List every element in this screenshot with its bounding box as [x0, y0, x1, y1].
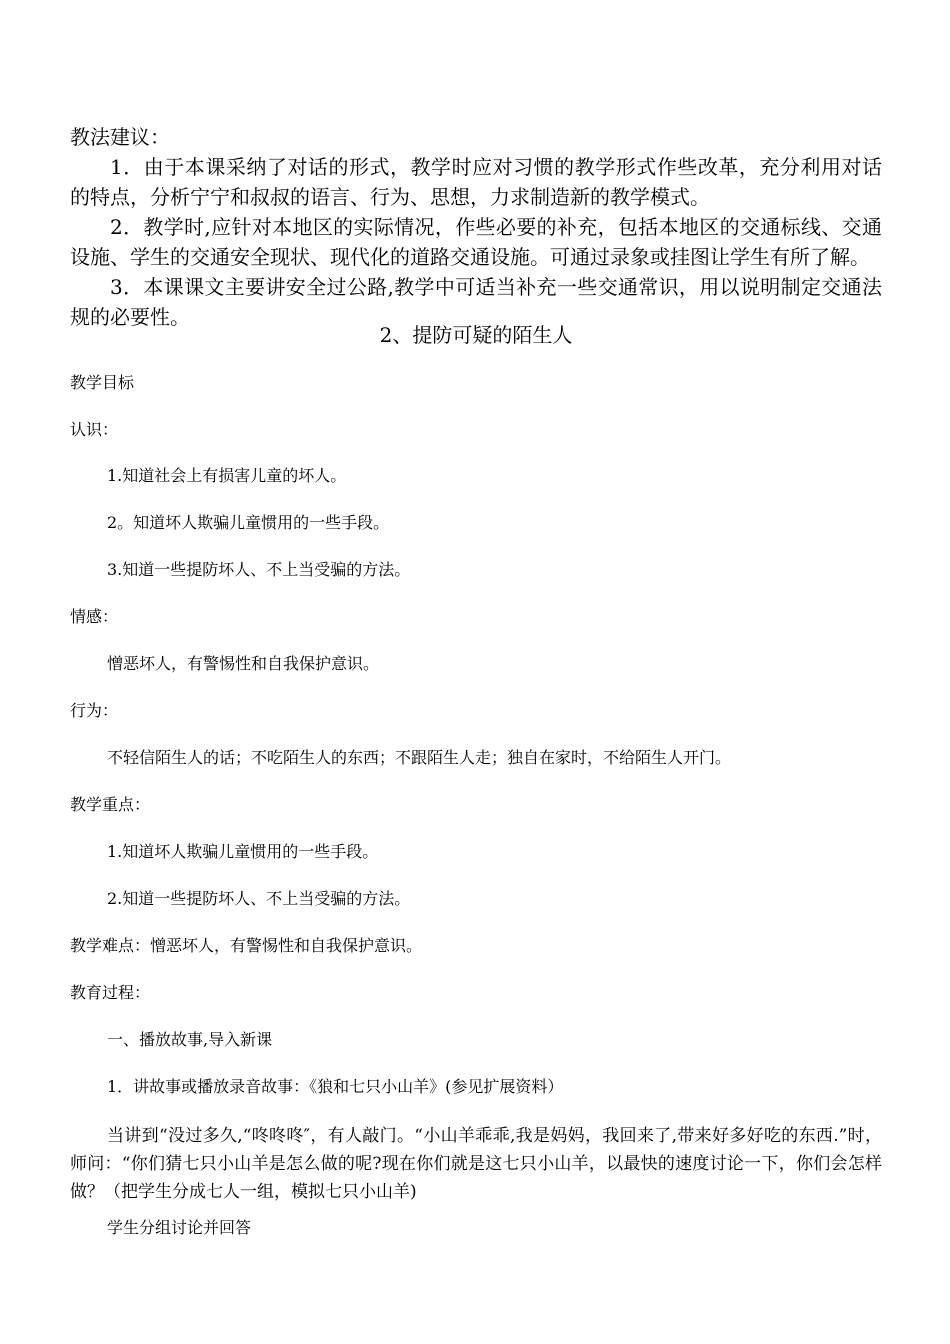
key-point-1: 1.知道坏人欺骗儿童惯用的一些手段。: [107, 842, 379, 861]
emotion-heading: 情感：: [70, 607, 119, 626]
process-step-1: 一、播放故事,导入新课: [107, 1030, 273, 1049]
behavior-heading: 行为：: [70, 701, 119, 720]
key-point-2: 2.知道一些提防坏人、不上当受骗的方法。: [107, 889, 411, 908]
story-paragraph: 当讲到“没过多久,“咚咚咚″，有人敲门。“小山羊乖乖,我是妈妈，我回来了,带来好多好吃的东西.”时，师问：“你们猜七只小山羊是怎么做的呢?现在你们就是这七只小山羊，以最快的速度讨论一下，你们会怎样做？（把学生分成七人一组，模拟七只小山羊): [70, 1126, 882, 1202]
group-discussion-text: 学生分组讨论并回答: [107, 1218, 252, 1237]
teaching-method-section: [70, 122, 882, 332]
cognition-item-3: 3.知道一些提防坏人、不上当受骗的方法。: [107, 560, 411, 579]
behavior-text: 不轻信陌生人的话；不吃陌生人的东西；不跟陌生人走；独自在家时，不给陌生人开门。: [107, 748, 732, 767]
goals-heading: 教学目标: [70, 373, 135, 392]
cognition-heading: 认识：: [70, 420, 119, 439]
process-step-1-item: 1．讲故事或播放录音故事：《狼和七只小山羊》(参见扩展资料）: [107, 1077, 564, 1096]
teaching-method-heading: 教法建议：: [70, 125, 170, 149]
method-item-2: 2．教学时,应针对本地区的实际情况，作些必要的补充，包括本地区的交通标线、交通设施、学生的交通安全现状、现代化的道路交通设施。可通过录象或挂图让学生有所了解。: [70, 215, 882, 269]
emotion-text: 憎恶坏人，有警惕性和自我保护意识。: [107, 654, 380, 673]
cognition-item-2: 2。知道坏人欺骗儿童惯用的一些手段。: [107, 513, 390, 532]
difficulty-text: 教学难点：憎恶坏人，有警惕性和自我保护意识。: [70, 936, 423, 955]
key-points-heading: 教学重点：: [70, 795, 151, 814]
lesson-title: 2、提防可疑的陌生人: [379, 323, 573, 347]
method-item-3: 3．本课课文主要讲安全过公路,教学中可适当补充一些交通常识，用以说明制定交通法规的必要性。: [70, 275, 882, 329]
process-heading: 教育过程：: [70, 983, 151, 1002]
method-item-1: 1．由于本课采纳了对话的形式，教学时应对习惯的教学形式作些改革，充分利用对话的特点，分析宁宁和叔叔的语言、行为、思想，力求制造新的教学模式。: [70, 155, 882, 209]
cognition-item-1: 1.知道社会上有损害儿童的坏人。: [107, 466, 347, 485]
